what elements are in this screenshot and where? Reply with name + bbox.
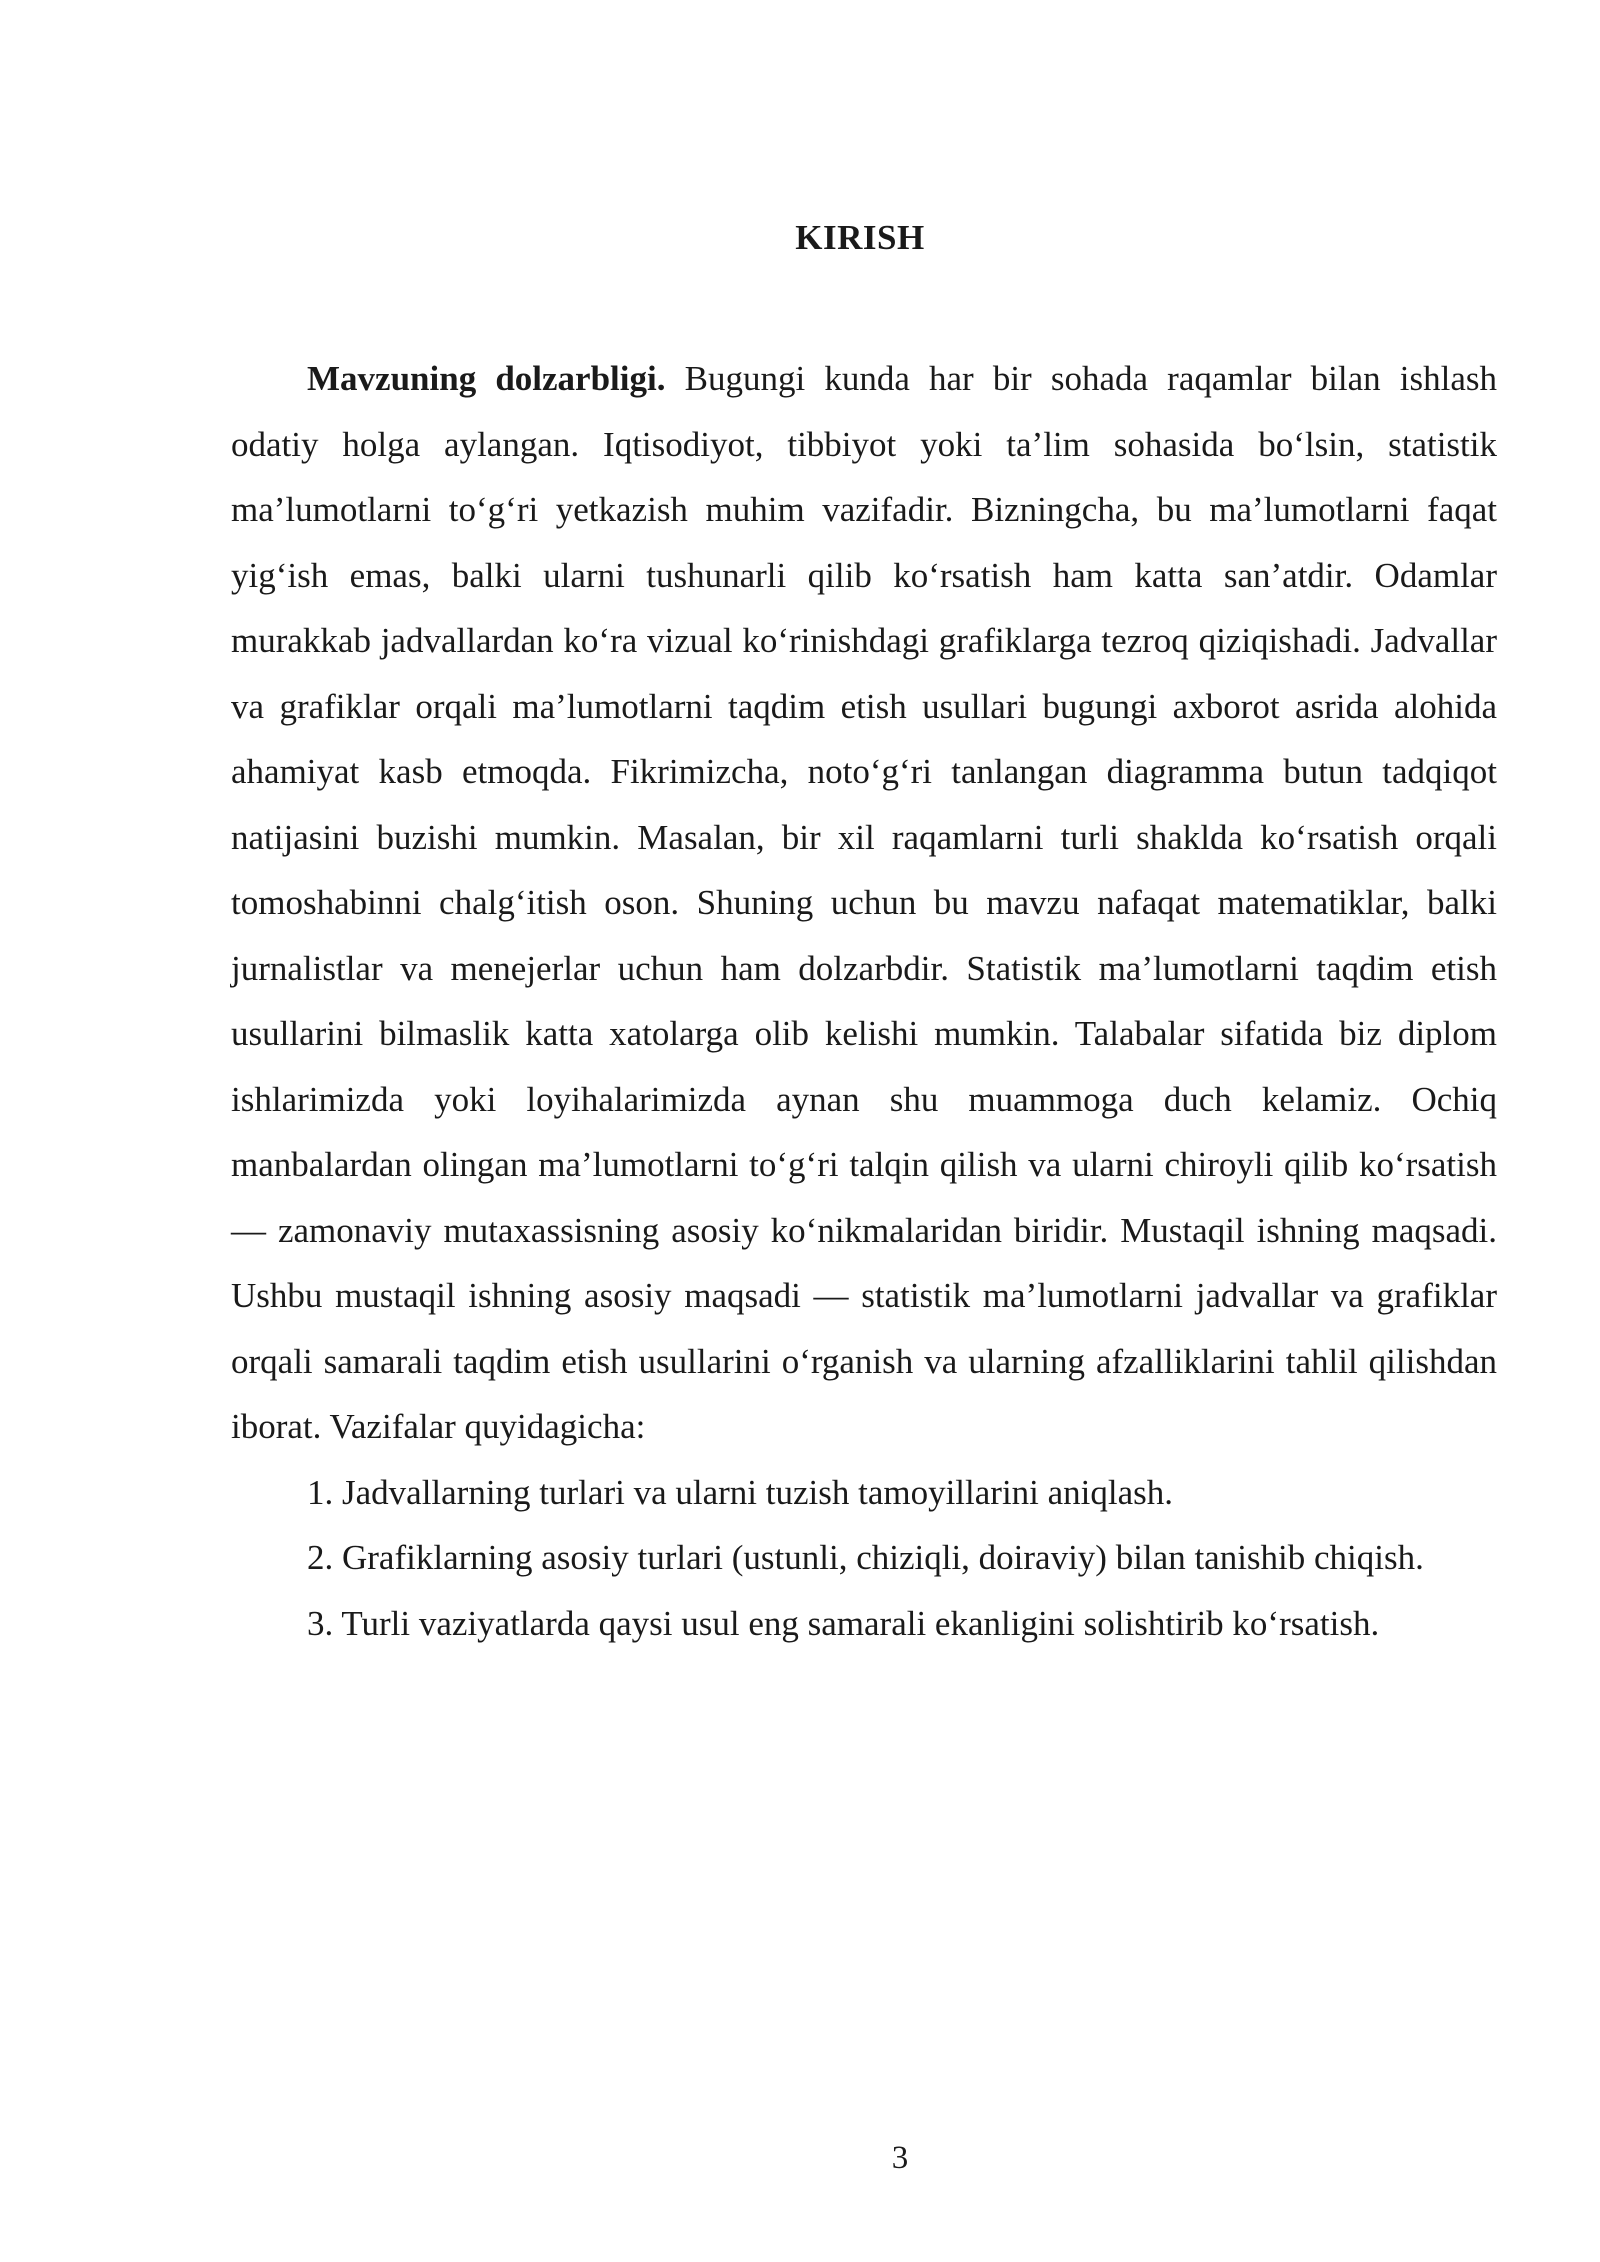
task-item-2: 2. Grafiklarning asosiy turlari (ustunli, chiziqli, doiraviy) bilan tanishib chiqish. <box>307 1538 1424 1577</box>
document-body <box>231 346 1497 1656</box>
page-title: KIRISH <box>795 218 925 257</box>
task-item-3: 3. Turli vaziyatlarda qaysi usul eng samarali ekanligini solishtirib ko‘rsatish. <box>307 1603 1380 1643</box>
intro-paragraph <box>231 346 1497 1460</box>
page-number: 3 <box>891 2140 909 2176</box>
task-item-1: 1. Jadvallarning turlari va ularni tuzish tamoyillarini aniqlash. <box>307 1472 1174 1512</box>
intro-lead: Mavzuning dolzarbligi. <box>307 359 666 398</box>
intro-text: Bugungi kunda har bir sohada raqamlar bilan ishlash odatiy holga aylangan. Iqtisodiyot, tibbiyot yoki ta’lim sohasida bo‘lsin, statistik ma’lumotlarni to‘g‘ri yetkazish muhim vazifadir. Bizningcha, bu ma’lumotlarni faqat yig‘ish emas, balki ularni tushunarli qilib ko‘rsatish ham katta san’atdir. Odamlar murakkab jadvallardan ko‘ra vizual ko‘rinishdagi grafiklarga tezroq qiziqishadi. Jadvallar va grafiklar orqali ma’lumotlarni taqdim etish usullari bugungi axborot asrida alohida ahamiyat kasb etmoqda. Fikrimizcha, noto‘g‘ri tanlangan diagramma butun tadqiqot natijasini buzishi mumkin. Masalan, bir xil raqamlarni turli shaklda ko‘rsatish orqali tomoshabinni chalg‘itish oson. Shuning uchun bu mavzu nafaqat matematiklar, balki jurnalistlar va menejerlar uchun ham dolzarbdir. Statistik ma’lumotlarni taqdim etish usullarini bilmaslik katta xatolarga olib kelishi mumkin. Talabalar sifatida biz diplom ishlarimizda yoki loyihalarimizda aynan shu muammoga duch kelamiz. Ochiq manbalardan olingan ma’lumotlarni to‘g‘ri talqin qilish va ularni chiroyli qilib ko‘rsatish — zamonaviy mutaxassisning asosiy ko‘nikmalaridan biridir. Mustaqil ishning maqsadi. Ushbu mustaqil ishning asosiy maqsadi — statistik ma’lumotlarni jadvallar va grafiklar orqali samarali taqdim etish usullarini o‘rganish va ularning afzalliklarini tahlil qilishdan iborat. Vazifalar quyidagicha: <box>231 359 1498 1446</box>
